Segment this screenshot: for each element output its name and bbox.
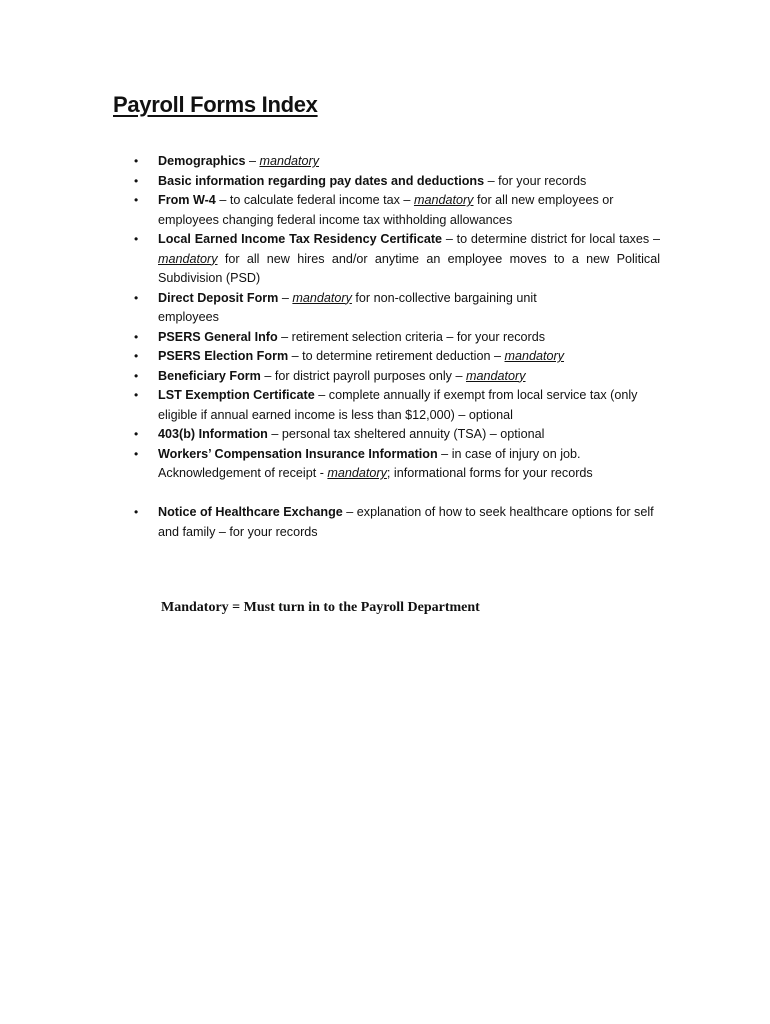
bullet-icon: •: [134, 349, 139, 363]
mandatory-label: mandatory: [292, 290, 352, 305]
mandatory-label: mandatory: [327, 466, 387, 480]
bullet-icon: •: [134, 505, 139, 519]
form-name: 403(b) Information: [158, 427, 268, 441]
form-description-continued: ; informational forms for your records: [386, 466, 593, 480]
mandatory-label: mandatory: [259, 154, 320, 168]
mandatory-label: mandatory: [504, 349, 565, 363]
mandatory-definition-note: Mandatory = Must turn in to the Payroll Department: [161, 600, 480, 615]
list-item-demographics: [112, 152, 660, 172]
form-name: From W-4: [158, 193, 216, 207]
mandatory-label: mandatory: [158, 251, 218, 266]
list-item-direct-deposit: [112, 289, 590, 328]
form-name: Beneficiary Form: [158, 368, 261, 383]
list-item-psers-general-info: [112, 328, 660, 348]
forms-list: [112, 152, 660, 542]
bullet-icon: •: [134, 193, 139, 207]
form-description: – retirement selection criteria – for your records: [277, 329, 546, 344]
form-description: – personal tax sheltered annuity (TSA) – optional: [267, 427, 545, 441]
bullet-icon: •: [134, 154, 139, 168]
form-name: Basic information regarding pay dates and deductions: [158, 173, 485, 188]
form-name: LST Exemption Certificate: [158, 388, 315, 402]
form-description: – to determine district for local taxes –: [442, 232, 661, 246]
item-separator: –: [245, 154, 260, 168]
page-title: Payroll Forms Index: [113, 92, 318, 117]
form-description: – explanation of how to seek healthcare options for self and family – for your records: [158, 505, 654, 539]
form-name: Local Earned Income Tax Residency Certificate: [158, 232, 443, 246]
form-description: – in case of injury on job. Acknowledgement of receipt -: [158, 446, 581, 480]
form-description: – for your records: [484, 173, 587, 188]
list-item-workers-compensation: [112, 445, 660, 484]
list-item-beneficiary-form: [112, 367, 660, 387]
form-description: –: [278, 290, 293, 305]
bullet-icon: •: [134, 329, 139, 344]
form-description-continued: for non-collective bargaining unit employees: [158, 290, 537, 324]
form-description-continued: for all new hires and/or anytime an employee moves to a new Political Subdivision (PSD): [158, 251, 660, 285]
form-name: Notice of Healthcare Exchange: [158, 505, 343, 519]
form-description: – to calculate federal income tax –: [215, 193, 414, 207]
form-description: – for district payroll purposes only –: [260, 368, 466, 383]
form-name: Workers’ Compensation Insurance Information: [158, 446, 438, 461]
bullet-icon: •: [134, 290, 139, 305]
bullet-icon: •: [134, 427, 139, 441]
form-name: Direct Deposit Form: [158, 290, 279, 305]
form-name: Demographics: [158, 154, 246, 168]
form-description: – to determine retirement deduction –: [288, 349, 505, 363]
mandatory-label: mandatory: [413, 193, 474, 207]
list-item-basic-information: [112, 172, 660, 192]
form-description: – complete annually if exempt from local service tax (only eligible if annual earned income is less than $12,000) – optional: [158, 388, 638, 422]
list-item-local-eit-certificate: [112, 230, 660, 289]
form-name: PSERS General Info: [158, 329, 278, 344]
list-item-403b: [112, 425, 660, 445]
bullet-icon: •: [134, 388, 139, 402]
list-item-w4: [112, 191, 660, 230]
list-item-lst-exemption: [112, 386, 660, 425]
bullet-icon: •: [134, 446, 139, 461]
list-item-psers-election-form: [112, 347, 660, 367]
form-description-continued: for all new employees or employees changing federal income tax withholding allowances: [158, 193, 614, 227]
mandatory-label: mandatory: [465, 368, 526, 383]
form-name: PSERS Election Form: [158, 349, 289, 363]
bullet-icon: •: [134, 173, 139, 188]
list-item-healthcare-exchange: [112, 503, 658, 542]
bullet-icon: •: [134, 368, 139, 383]
bullet-icon: •: [134, 232, 139, 246]
